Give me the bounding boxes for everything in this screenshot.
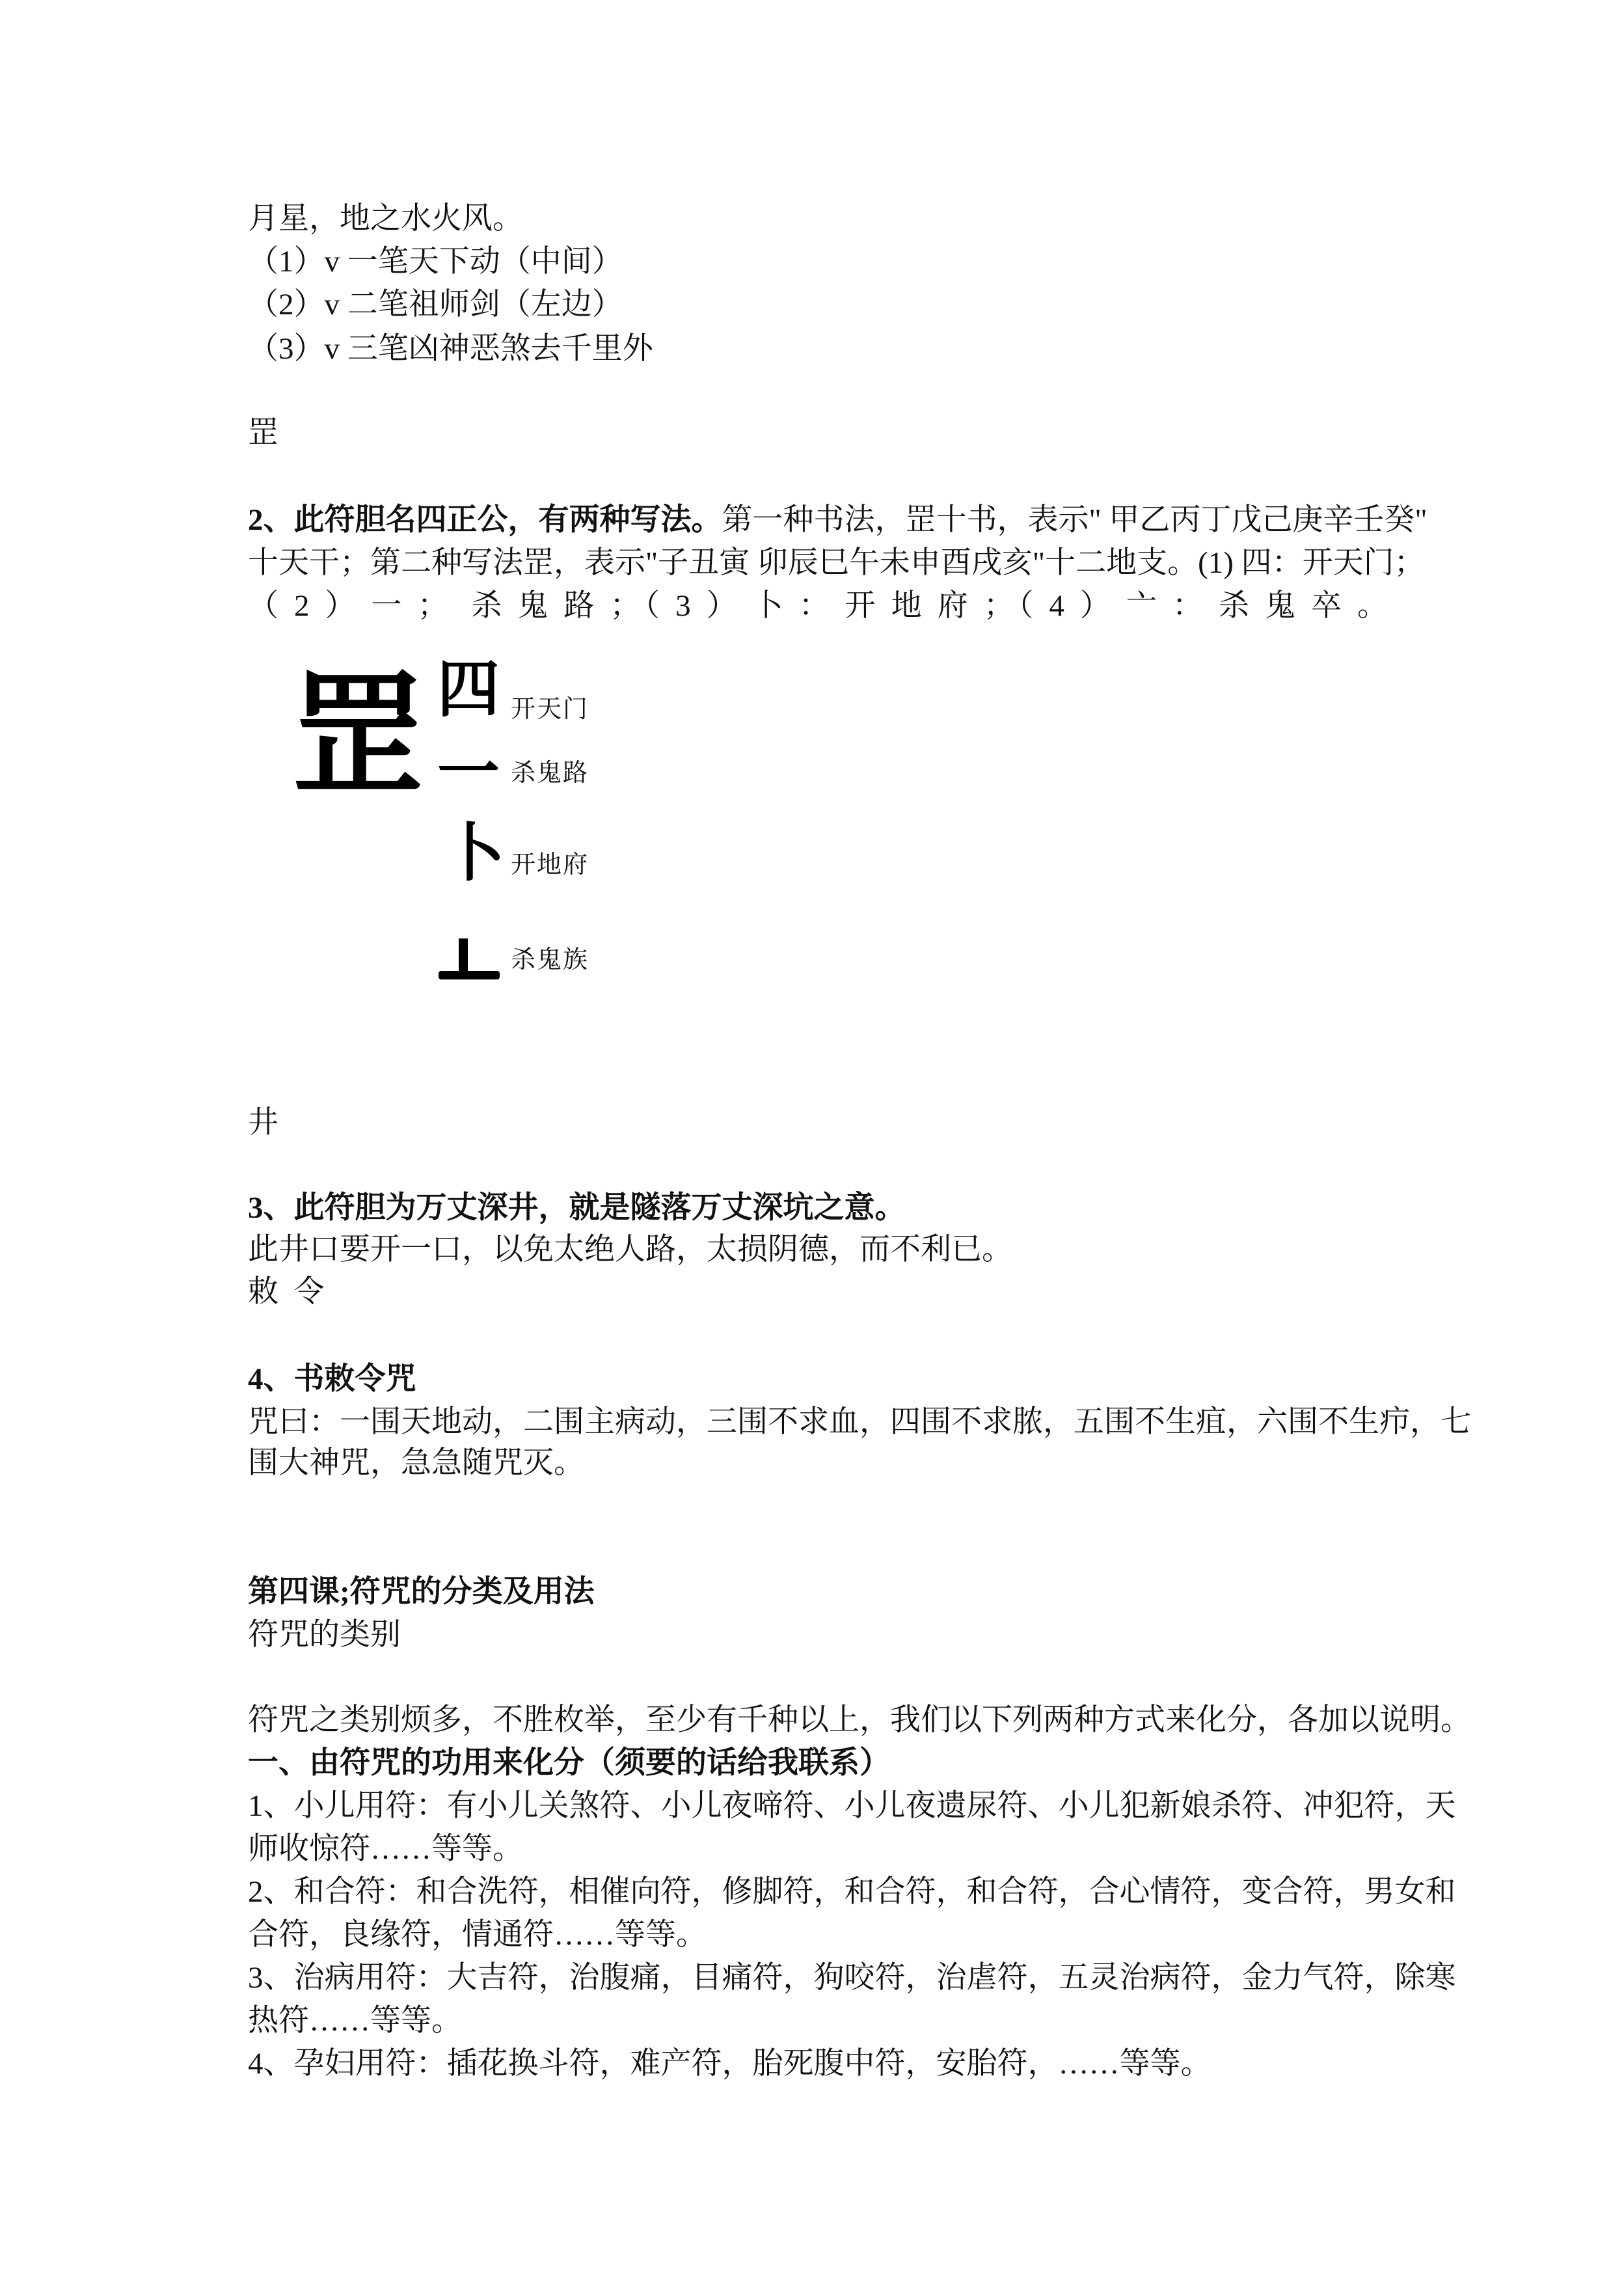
list-item: 1、小儿用符：有小儿关煞符、小儿夜啼符、小儿夜遗尿符、小儿犯新娘杀符、冲犯符，天 [248,1789,1456,1823]
stroke-label: 杀鬼路 [511,759,589,787]
main-glyph: 罡 [291,663,425,811]
stroke-label: 杀鬼族 [511,946,589,974]
stroke-glyph: 卜 [442,819,505,888]
list-item: 2、和合符：和合洗符，相催向符，修脚符，和合符，和合符，合心情符，变合符，男女和 [248,1875,1456,1909]
section-2-title: 2、此符胆名四正公，有两种写法。 [248,503,722,537]
section-2-line-2: 十天干；第二种写法罡，表示"子丑寅 卯辰巳午未申酉戌亥"十二地支。(1) 四：开天门； [248,546,1425,580]
list-item: （3）v 三笔凶神恶煞去千里外 [248,332,653,366]
character-heading: 罡 [248,416,278,450]
lesson-subtitle: 符咒的类别 [248,1618,401,1652]
list-item: （2）v 二笔祖师剑（左边） [248,288,623,321]
section-3-chi: 敕 令 [248,1275,325,1309]
stroke-label: 开天门 [511,696,589,723]
list-item: 合符，良缘符，情通符……等等。 [248,1918,707,1952]
list-item: 3、治病用符：大吉符，治腹痛，目痛符，狗咬符，治虐符，五灵治病符，金力气符，除寒 [248,1961,1456,1995]
character-heading: 井 [248,1106,278,1140]
section-3-title: 3、此符胆为万丈深井，就是隧落万丈深坑之意。 [248,1191,906,1225]
list-item: （1）v 一笔天下动（中间） [248,245,623,279]
text-line: 月星，地之水火风。 [248,202,523,236]
section-4-text: 咒曰：一围天地动，二围主病动，三围不求血，四围不求脓，五围不生疽，六围不生疖，七 [248,1405,1471,1439]
list-item: 热符……等等。 [248,2004,462,2038]
lesson-title: 第四课;符咒的分类及用法 [248,1575,595,1609]
list-item: 4、孕妇用符：插花换斗符，难产符，胎死腹中符，安胎符，……等等。 [248,2047,1211,2081]
section-4-title: 4、书敕令咒 [248,1362,416,1396]
stroke-glyph: 四 [437,655,500,724]
section-2-line-3: （ 2 ） 一 ； 杀 鬼 路 ；（ 3 ） 卜 ： 开 地 府 ；（ 4 ） 亠 ： 杀 鬼 卒 。 [248,589,1392,623]
stroke-glyph: 一 [437,738,500,808]
section-4-text: 围大神咒，急急随咒灭。 [248,1446,584,1480]
section-2-line-1 [248,502,1428,538]
intro-text: 符咒之类别烦多，不胜枚举，至少有千种以上，我们以下列两种方式来化分，各加以说明。 [248,1703,1471,1737]
stroke-label: 开地府 [511,851,589,879]
part-1-title: 一、由符咒的功用来化分（须要的话给我联系） [248,1746,890,1780]
section-3-text: 此井口要开一口，以免太绝人路，太损阴德，而不利已。 [248,1233,1012,1266]
shang-horizontal-stroke [439,971,500,979]
section-2-text: 第一种书法，罡十书，表示" 甲乙丙丁戊己庚辛壬癸" [722,503,1428,537]
list-item: 师收惊符……等等。 [248,1832,523,1866]
